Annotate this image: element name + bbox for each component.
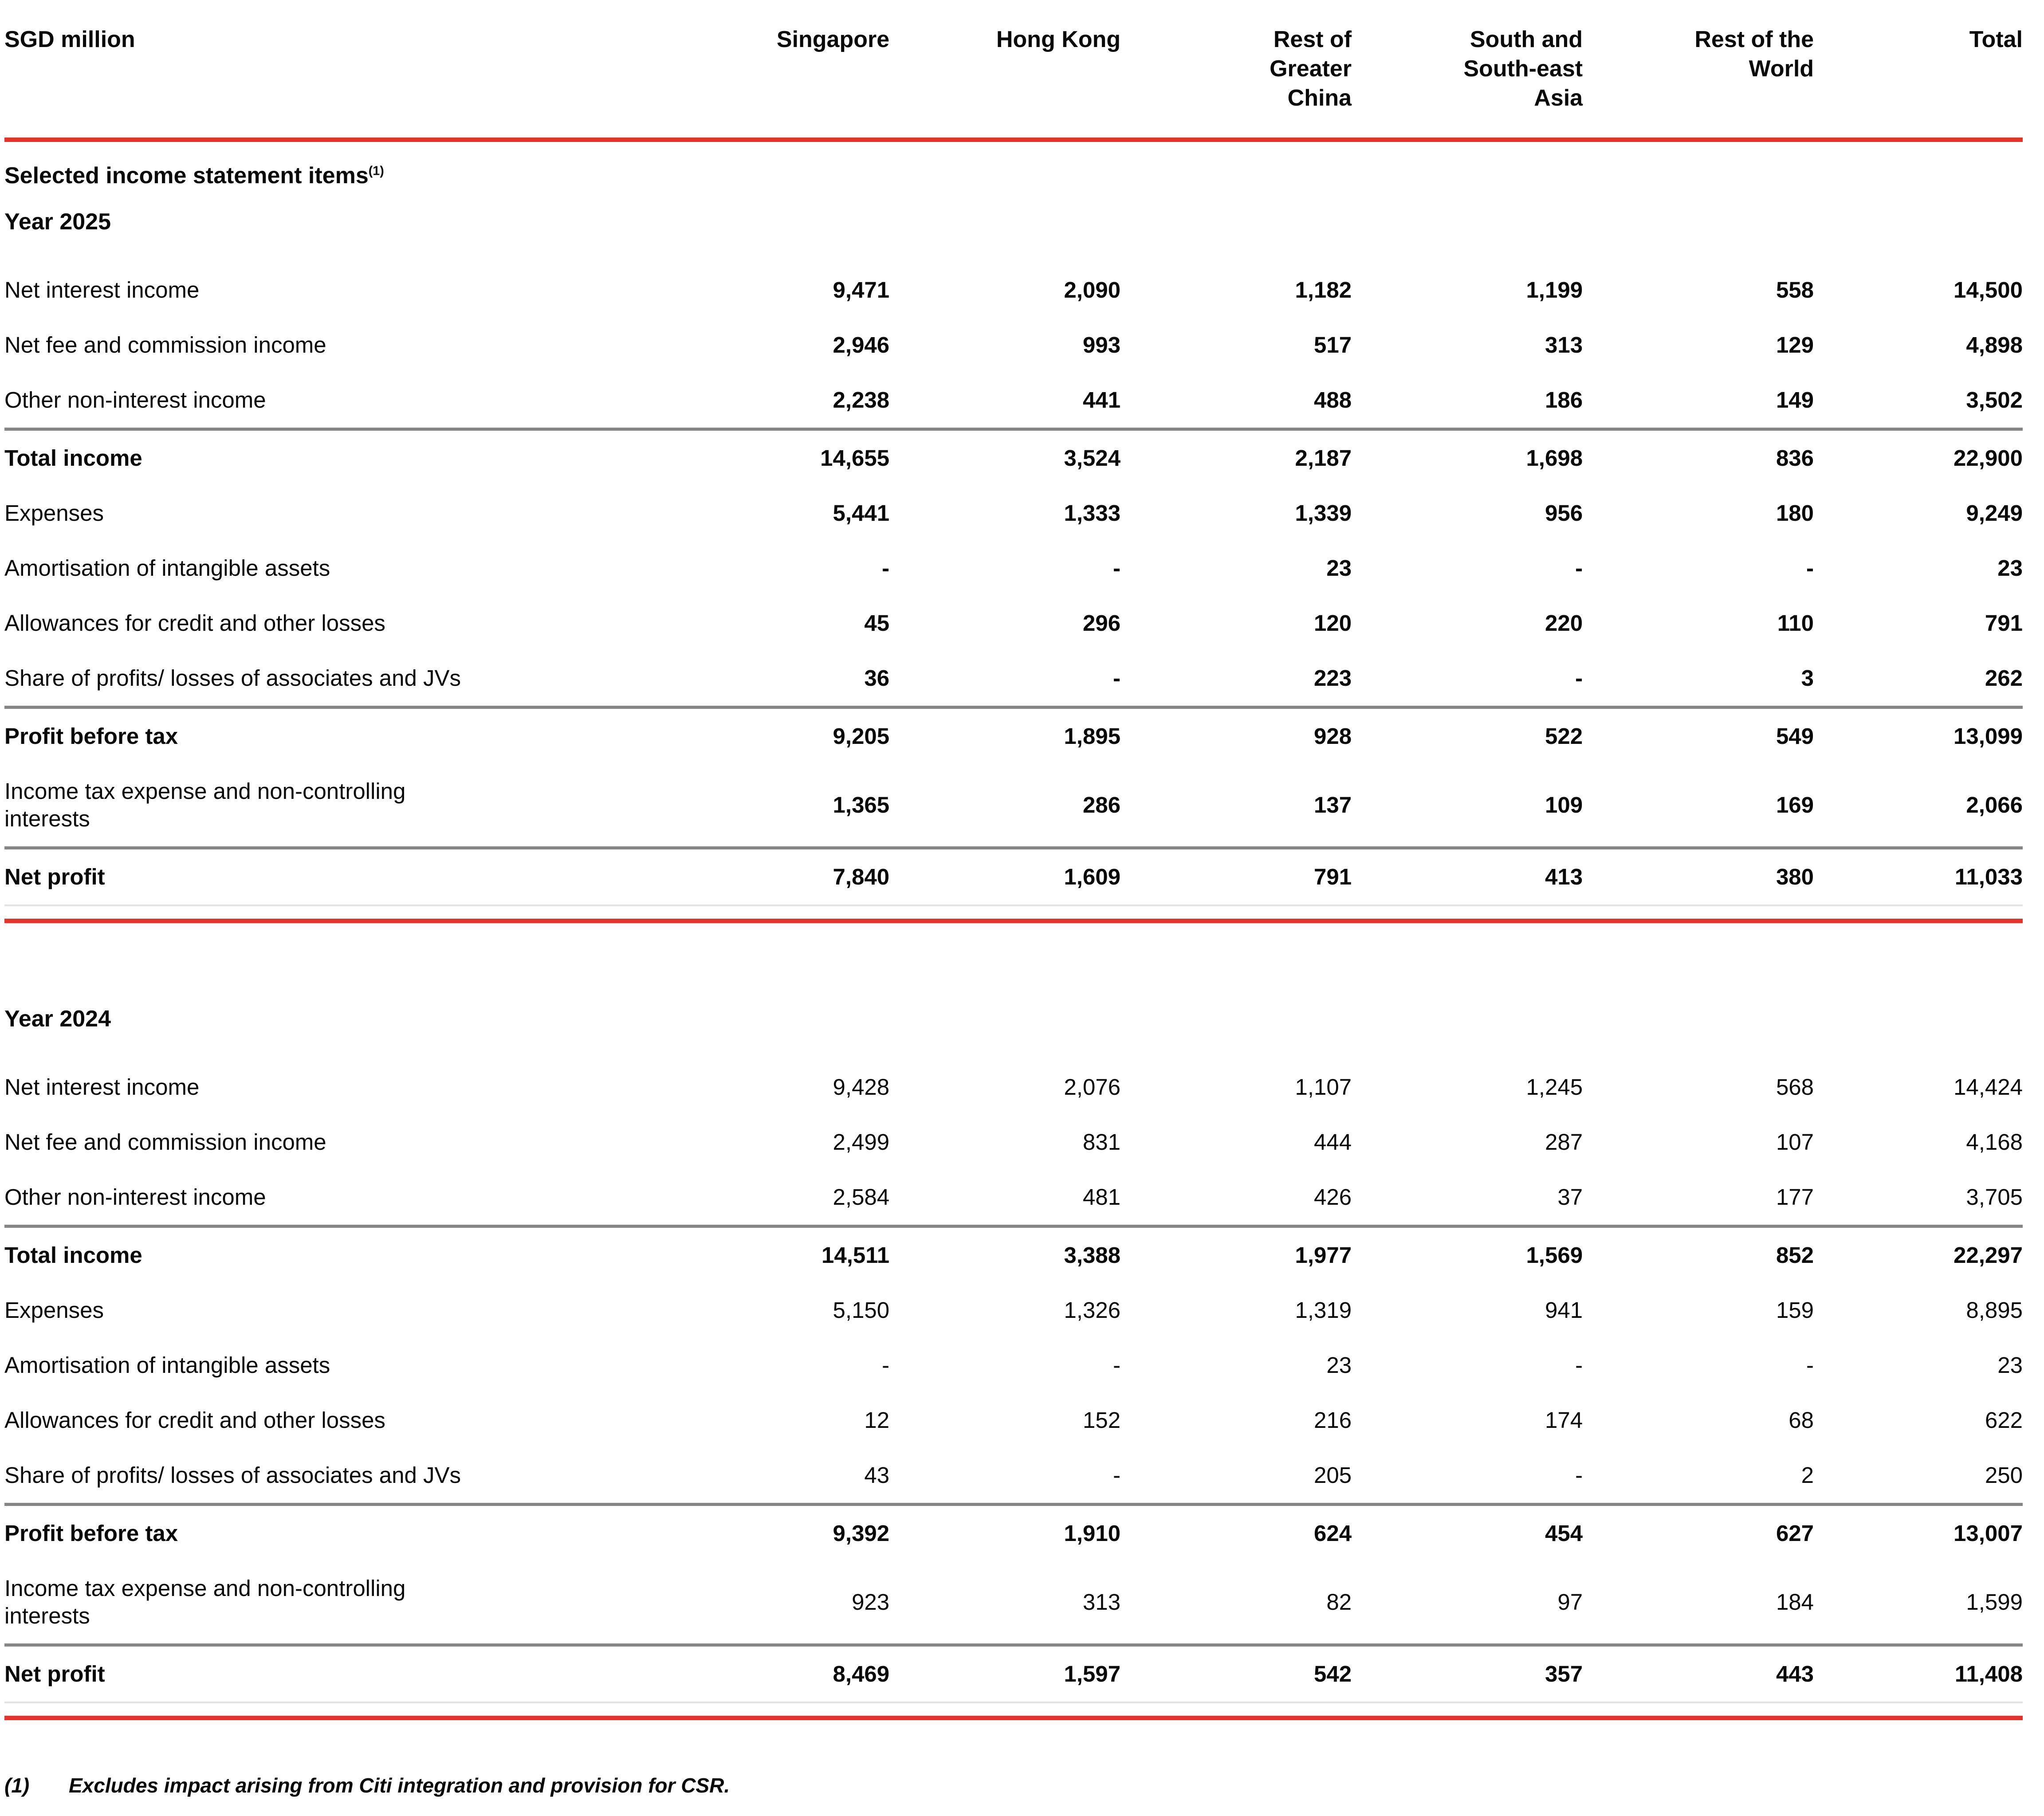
cell-value: 1,977 (1120, 1226, 1352, 1283)
cell-value: 149 (1776, 387, 1814, 413)
cell-value: 8,895 (1966, 1297, 2023, 1323)
cell-value: 836 (1583, 429, 1814, 486)
cell-value: 488 (1314, 387, 1352, 413)
cell-value: 993 (1083, 332, 1121, 358)
cell-value: 522 (1352, 708, 1583, 764)
cell-value: 1,569 (1352, 1226, 1583, 1283)
cell-value: 262 (1985, 665, 2023, 691)
cell-value: 1,182 (1295, 277, 1352, 303)
cell-value: 14,511 (658, 1226, 889, 1283)
cell-value: 481 (1083, 1184, 1121, 1210)
cell-value: 14,655 (658, 429, 889, 486)
cell-value: 22,297 (1814, 1226, 2023, 1283)
table-row (4, 1561, 2023, 1645)
row-label: Net profit (4, 848, 658, 906)
table-row (4, 1170, 2023, 1226)
cell-value: 3,524 (889, 429, 1120, 486)
cell-value: 2,584 (833, 1184, 890, 1210)
cell-value: 1,339 (1295, 500, 1352, 526)
cell-value: 313 (1083, 1589, 1121, 1615)
row-label: Total income (4, 429, 658, 486)
cell-value: 2,499 (833, 1129, 890, 1155)
column-header-row (4, 12, 2023, 140)
cell-value: 1,895 (889, 708, 1120, 764)
row-label: Profit before tax (4, 1505, 658, 1561)
cell-value: 177 (1776, 1184, 1814, 1210)
table-row (4, 541, 2023, 596)
cell-value: 1,609 (889, 848, 1120, 906)
cell-value: 549 (1583, 708, 1814, 764)
cell-value: 380 (1583, 848, 1814, 906)
cell-value: 9,471 (833, 277, 890, 303)
cell-value: 11,408 (1814, 1645, 2023, 1703)
row-label: Net interest income (4, 277, 200, 303)
cell-value: 923 (852, 1589, 890, 1615)
unit-label: SGD million (4, 12, 658, 140)
cell-value: 624 (1120, 1505, 1352, 1561)
cell-value: 413 (1352, 848, 1583, 906)
cell-value: - (1113, 1462, 1121, 1488)
row-label: Other non-interest income (4, 387, 266, 413)
table-row (4, 651, 2023, 708)
cell-value: 9,249 (1966, 500, 2023, 526)
table-row (4, 373, 2023, 429)
section-bottom-rule (4, 905, 2023, 921)
footnote-text: Excludes impact arising from Citi integration and provision for CSR. (69, 1774, 730, 1797)
column-header: Rest of the World (1583, 12, 1814, 140)
cell-value: 1,199 (1526, 277, 1583, 303)
table-row (4, 1338, 2023, 1393)
cell-value: 2,066 (1966, 792, 2023, 818)
cell-value: 13,099 (1814, 708, 2023, 764)
cell-value: 313 (1545, 332, 1583, 358)
cell-value: 7,840 (658, 848, 889, 906)
row-label: Allowances for credit and other losses (4, 610, 385, 636)
cell-value: 23 (1326, 1352, 1352, 1378)
cell-value: - (1575, 1462, 1583, 1488)
cell-value: 1,365 (833, 792, 890, 818)
table-row (4, 263, 2023, 318)
cell-value: 2,238 (833, 387, 890, 413)
cell-value: 454 (1352, 1505, 1583, 1561)
row-label: Net fee and commission income (4, 332, 326, 358)
footnote-marker: (1) (4, 1774, 30, 1797)
table-row (4, 1115, 2023, 1170)
section-bottom-rule (4, 1702, 2023, 1718)
table-row (4, 318, 2023, 373)
cell-value: 831 (1083, 1129, 1121, 1155)
cell-value: 68 (1788, 1407, 1814, 1433)
cell-value: 205 (1314, 1462, 1352, 1488)
row-label: Net profit (4, 1645, 658, 1703)
cell-value: 159 (1776, 1297, 1814, 1323)
table-row (4, 429, 2023, 486)
cell-value: 1,319 (1295, 1297, 1352, 1323)
cell-value: 8,469 (658, 1645, 889, 1703)
cell-value: 2 (1801, 1462, 1814, 1488)
cell-value: 180 (1776, 500, 1814, 526)
cell-value: 622 (1985, 1407, 2023, 1433)
cell-value: 23 (1326, 555, 1352, 581)
cell-value: 627 (1583, 1505, 1814, 1561)
row-label: Income tax expense and non-controlling interests (4, 778, 406, 831)
cell-value: 23 (1997, 1352, 2023, 1378)
cell-value: 791 (1120, 848, 1352, 906)
cell-value: 14,424 (1954, 1074, 2023, 1100)
cell-value: 956 (1545, 500, 1583, 526)
cell-value: 444 (1314, 1129, 1352, 1155)
cell-value: 152 (1083, 1407, 1121, 1433)
cell-value: 9,428 (833, 1074, 890, 1100)
row-label: Profit before tax (4, 708, 658, 764)
cell-value: 2,187 (1120, 429, 1352, 486)
column-header: Total (1814, 12, 2023, 140)
table-row (4, 1393, 2023, 1448)
table-row (4, 1448, 2023, 1505)
cell-value: 517 (1314, 332, 1352, 358)
cell-value: 443 (1583, 1645, 1814, 1703)
year-heading: Year 2024 (4, 1006, 111, 1032)
cell-value: 287 (1545, 1129, 1583, 1155)
section-title: Selected income statement items$^{(1)}$ (4, 163, 384, 189)
table-sections (4, 142, 2023, 1720)
cell-value: 107 (1776, 1129, 1814, 1155)
row-label: Expenses (4, 500, 104, 526)
cell-value: - (1806, 1352, 1814, 1378)
cell-value: 542 (1120, 1645, 1352, 1703)
cell-value: 129 (1776, 332, 1814, 358)
cell-value: - (1113, 1352, 1121, 1378)
cell-value: 852 (1583, 1226, 1814, 1283)
cell-value: 3,502 (1966, 387, 2023, 413)
cell-value: 174 (1545, 1407, 1583, 1433)
cell-value: 3 (1801, 665, 1814, 691)
table-row (4, 848, 2023, 906)
cell-value: 4,898 (1966, 332, 2023, 358)
table-row (4, 1060, 2023, 1115)
cell-value: 941 (1545, 1297, 1583, 1323)
column-header-table (4, 12, 2023, 142)
year-section-table (4, 142, 2023, 923)
row-label: Income tax expense and non-controlling interests (4, 1576, 406, 1628)
cell-value: 296 (1083, 610, 1121, 636)
row-label: Other non-interest income (4, 1184, 266, 1210)
table-row (4, 486, 2023, 541)
cell-value: - (1575, 555, 1583, 581)
cell-value: 2,076 (1064, 1074, 1121, 1100)
row-label: Net fee and commission income (4, 1129, 326, 1155)
cell-value: 97 (1557, 1589, 1583, 1615)
year-heading-row (4, 990, 2023, 1060)
cell-value: - (1113, 665, 1121, 691)
cell-value: 23 (1997, 555, 2023, 581)
cell-value: - (1575, 665, 1583, 691)
cell-value: - (1113, 555, 1121, 581)
cell-value: 186 (1545, 387, 1583, 413)
table-row (4, 1226, 2023, 1283)
row-label: Total income (4, 1226, 658, 1283)
cell-value: 5,150 (833, 1297, 890, 1323)
cell-value: 286 (1083, 792, 1121, 818)
row-label: Amortisation of intangible assets (4, 555, 330, 581)
row-label: Share of profits/ losses of associates and JVs (4, 665, 461, 691)
cell-value: 5,441 (833, 500, 890, 526)
cell-value: 43 (864, 1462, 890, 1488)
row-label: Share of profits/ losses of associates and JVs (4, 1462, 461, 1488)
column-header: Hong Kong (889, 12, 1120, 140)
table-row (4, 1505, 2023, 1561)
cell-value: 9,392 (658, 1505, 889, 1561)
row-label: Expenses (4, 1297, 104, 1323)
cell-value: 3,388 (889, 1226, 1120, 1283)
cell-value: 223 (1314, 665, 1352, 691)
row-label: Allowances for credit and other losses (4, 1407, 385, 1433)
cell-value: 1,333 (1064, 500, 1121, 526)
table-row (4, 764, 2023, 848)
section-title-row (4, 142, 2023, 193)
cell-value: 250 (1985, 1462, 2023, 1488)
cell-value: 12 (864, 1407, 890, 1433)
cell-value: 137 (1314, 792, 1352, 818)
cell-value: 22,900 (1814, 429, 2023, 486)
year-section-table (4, 990, 2023, 1720)
cell-value: 928 (1120, 708, 1352, 764)
cell-value: 14,500 (1954, 277, 2023, 303)
cell-value: 4,168 (1966, 1129, 2023, 1155)
year-heading: Year 2025 (4, 209, 111, 235)
cell-value: 3,705 (1966, 1184, 2023, 1210)
cell-value: 13,007 (1814, 1505, 2023, 1561)
cell-value: 110 (1777, 610, 1814, 636)
row-label: Amortisation of intangible assets (4, 1352, 330, 1378)
cell-value: 568 (1776, 1074, 1814, 1100)
cell-value: 1,698 (1352, 429, 1583, 486)
section-title-footnote-marker: (1) (368, 164, 384, 178)
cell-value: 216 (1314, 1407, 1352, 1433)
cell-value: 791 (1985, 610, 2023, 636)
cell-value: 36 (864, 665, 890, 691)
cell-value: 169 (1776, 792, 1814, 818)
year-heading-row (4, 193, 2023, 263)
cell-value: 120 (1314, 610, 1352, 636)
cell-value: 426 (1314, 1184, 1352, 1210)
cell-value: 45 (864, 610, 890, 636)
cell-value: 220 (1545, 610, 1583, 636)
cell-value: 1,599 (1966, 1589, 2023, 1615)
cell-value: 82 (1326, 1589, 1352, 1615)
table-row (4, 1283, 2023, 1338)
cell-value: 1,245 (1526, 1074, 1583, 1100)
footnote (4, 1773, 2023, 1798)
cell-value: 2,946 (833, 332, 890, 358)
cell-value: 1,107 (1295, 1074, 1352, 1100)
table-row (4, 596, 2023, 651)
cell-value: 558 (1776, 277, 1814, 303)
cell-value: 109 (1545, 792, 1583, 818)
row-label: Net interest income (4, 1074, 200, 1100)
cell-value: 1,910 (889, 1505, 1120, 1561)
cell-value: - (882, 555, 890, 581)
cell-value: 1,326 (1064, 1297, 1121, 1323)
cell-value: - (882, 1352, 890, 1378)
column-header: Rest of Greater China (1120, 12, 1352, 140)
cell-value: - (1575, 1352, 1583, 1378)
cell-value: - (1806, 555, 1814, 581)
cell-value: 11,033 (1814, 848, 2023, 906)
cell-value: 357 (1352, 1645, 1583, 1703)
cell-value: 1,597 (889, 1645, 1120, 1703)
table-row (4, 708, 2023, 764)
cell-value: 37 (1557, 1184, 1583, 1210)
cell-value: 2,090 (1064, 277, 1121, 303)
table-row (4, 1645, 2023, 1703)
column-header: South and South-east Asia (1352, 12, 1583, 140)
column-header: Singapore (658, 12, 889, 140)
cell-value: 184 (1776, 1589, 1814, 1615)
cell-value: 9,205 (658, 708, 889, 764)
cell-value: 441 (1083, 387, 1121, 413)
